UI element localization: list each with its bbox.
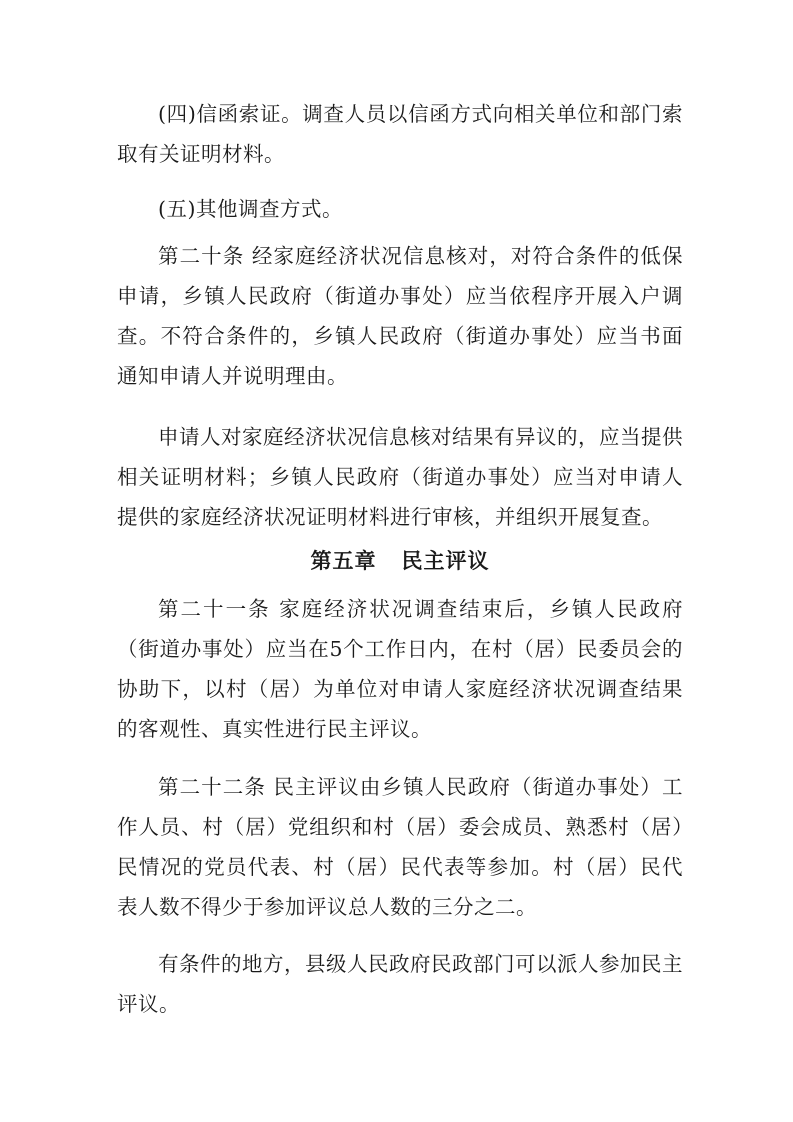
paragraph-article-22: 第二十二条 民主评议由乡镇人民政府（街道办事处）工作人员、村（居）党组织和村（居）委会成员、熟悉村（居）民情况的党员代表、村（居）民代表等参加。村（居）民代表人数不得少于参加评议总人数的三分之二。: [117, 775, 683, 919]
paragraph-article-20: 第二十条 经家庭经济状况信息核对，对符合条件的低保申请，乡镇人民政府（街道办事处）应当依程序开展入户调查。不符合条件的，乡镇人民政府（街道办事处）应当书面通知申请人并说明理由。: [117, 244, 683, 388]
paragraph-article-21: 第二十一条 家庭经济状况调查结束后，乡镇人民政府（街道办事处）应当在5个工作日内，在村（居）民委员会的协助下，以村（居）为单位对申请人家庭经济状况调查结果的客观性、真实性进行民主评议。: [117, 597, 683, 741]
paragraph-county-participation: 有条件的地方，县级人民政府民政部门可以派人参加民主评议。: [117, 952, 683, 1016]
paragraph-letter-evidence: (四)信函索证。调查人员以信函方式向相关单位和部门索取有关证明材料。: [117, 102, 683, 166]
chapter-heading: 第五章 民主评议: [310, 549, 490, 573]
paragraph-objection: 申请人对家庭经济状况信息核对结果有异议的，应当提供相关证明材料；乡镇人民政府（街道办事处）应当对申请人提供的家庭经济状况证明材料进行审核，并组织开展复查。: [117, 425, 683, 529]
paragraph-other-methods: (五)其他调查方式。: [158, 197, 343, 221]
